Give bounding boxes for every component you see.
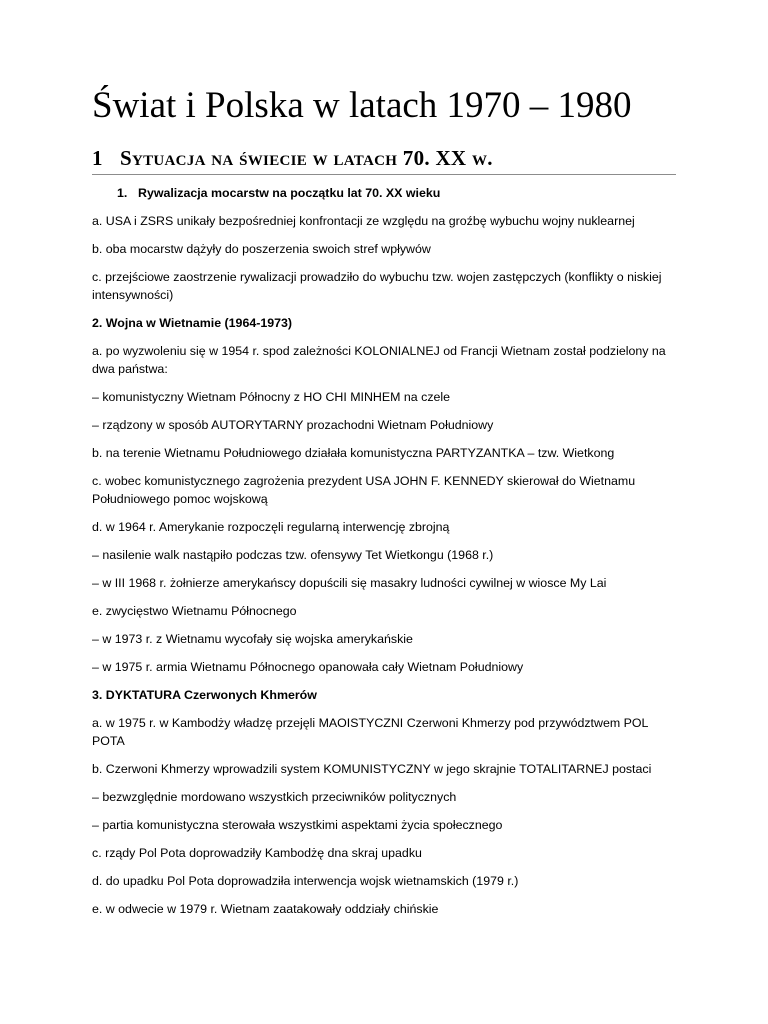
section-heading	[92, 146, 676, 175]
section-number: 1	[92, 146, 103, 170]
list-item: c. rządy Pol Pota doprowadziły Kambodżę dna skraj upadku	[92, 846, 422, 860]
list-item: a. po wyzwoleniu się w 1954 r. spod zależności KOLONIALNEJ od Francji Wietnam został podzielony na dwa państwa:	[92, 344, 666, 376]
list-item: e. w odwecie w 1979 r. Wietnam zaatakowały oddziały chińskie	[92, 902, 439, 916]
list-item: a. USA i ZSRS unikały bezpośredniej konfrontacji ze względu na groźbę wybuchu wojny nuklearnej	[92, 214, 635, 228]
list-item: e. zwycięstwo Wietnamu Północnego	[92, 604, 297, 618]
list-item: a. w 1975 r. w Kambodży władzę przejęli MAOISTYCZNI Czerwoni Khmerzy pod przywództwem POL POTA	[92, 716, 648, 748]
list-item: – komunistyczny Wietnam Północny z HO CHI MINHEM na czele	[92, 390, 451, 404]
subsection-heading-text: Rywalizacja mocarstw na początku lat 70. XX wieku	[138, 186, 441, 200]
list-item: b. oba mocarstw dążyły do poszerzenia swoich stref wpływów	[92, 242, 431, 256]
list-item: – bezwzględnie mordowano wszystkich przeciwników politycznych	[92, 790, 457, 804]
list-item: b. na terenie Wietnamu Południowego działała komunistyczna PARTYZANTKA – tzw. Wietkong	[92, 446, 615, 460]
list-item: c. przejściowe zaostrzenie rywalizacji prowadziło do wybuchu tzw. wojen zastępczych (konflikty o niskiej intensywności)	[92, 270, 662, 302]
list-item: d. w 1964 r. Amerykanie rozpoczęli regularną interwencję zbrojną	[92, 520, 450, 534]
list-item: b. Czerwoni Khmerzy wprowadzili system KOMUNISTYCZNY w jego skrajnie TOTALITARNEJ postaci	[92, 762, 652, 776]
list-item: – partia komunistyczna sterowała wszystkimi aspektami życia społecznego	[92, 818, 503, 832]
list-item: – rządzony w sposób AUTORYTARNY prozachodni Wietnam Południowy	[92, 418, 494, 432]
subsection-number: 1.	[117, 186, 128, 200]
page-title: Świat i Polska w latach 1970 – 1980	[92, 85, 632, 126]
subsection-heading: 2. Wojna w Wietnamie (1964-1973)	[92, 316, 293, 330]
list-item: c. wobec komunistycznego zagrożenia prezydent USA JOHN F. KENNEDY skierował do Wietnamu Południowego pomoc wojskową	[92, 474, 636, 506]
section-title: Sytuacja na świecie w latach 70. XX w.	[120, 146, 493, 170]
subsection-heading: 3. DYKTATURA Czerwonych Khmerów	[92, 688, 317, 702]
list-item: – w III 1968 r. żołnierze amerykańscy dopuścili się masakry ludności cywilnej w wiosce My Lai	[92, 576, 607, 590]
list-item: – w 1975 r. armia Wietnamu Północnego opanowała cały Wietnam Południowy	[92, 660, 524, 674]
subsection-heading	[92, 184, 676, 202]
list-item: – nasilenie walk nastąpiło podczas tzw. ofensywy Tet Wietkongu (1968 r.)	[92, 548, 494, 562]
list-item: d. do upadku Pol Pota doprowadziła interwencja wojsk wietnamskich (1979 r.)	[92, 874, 519, 888]
list-item: – w 1973 r. z Wietnamu wycofały się wojska amerykańskie	[92, 632, 413, 646]
document-body	[92, 184, 676, 918]
